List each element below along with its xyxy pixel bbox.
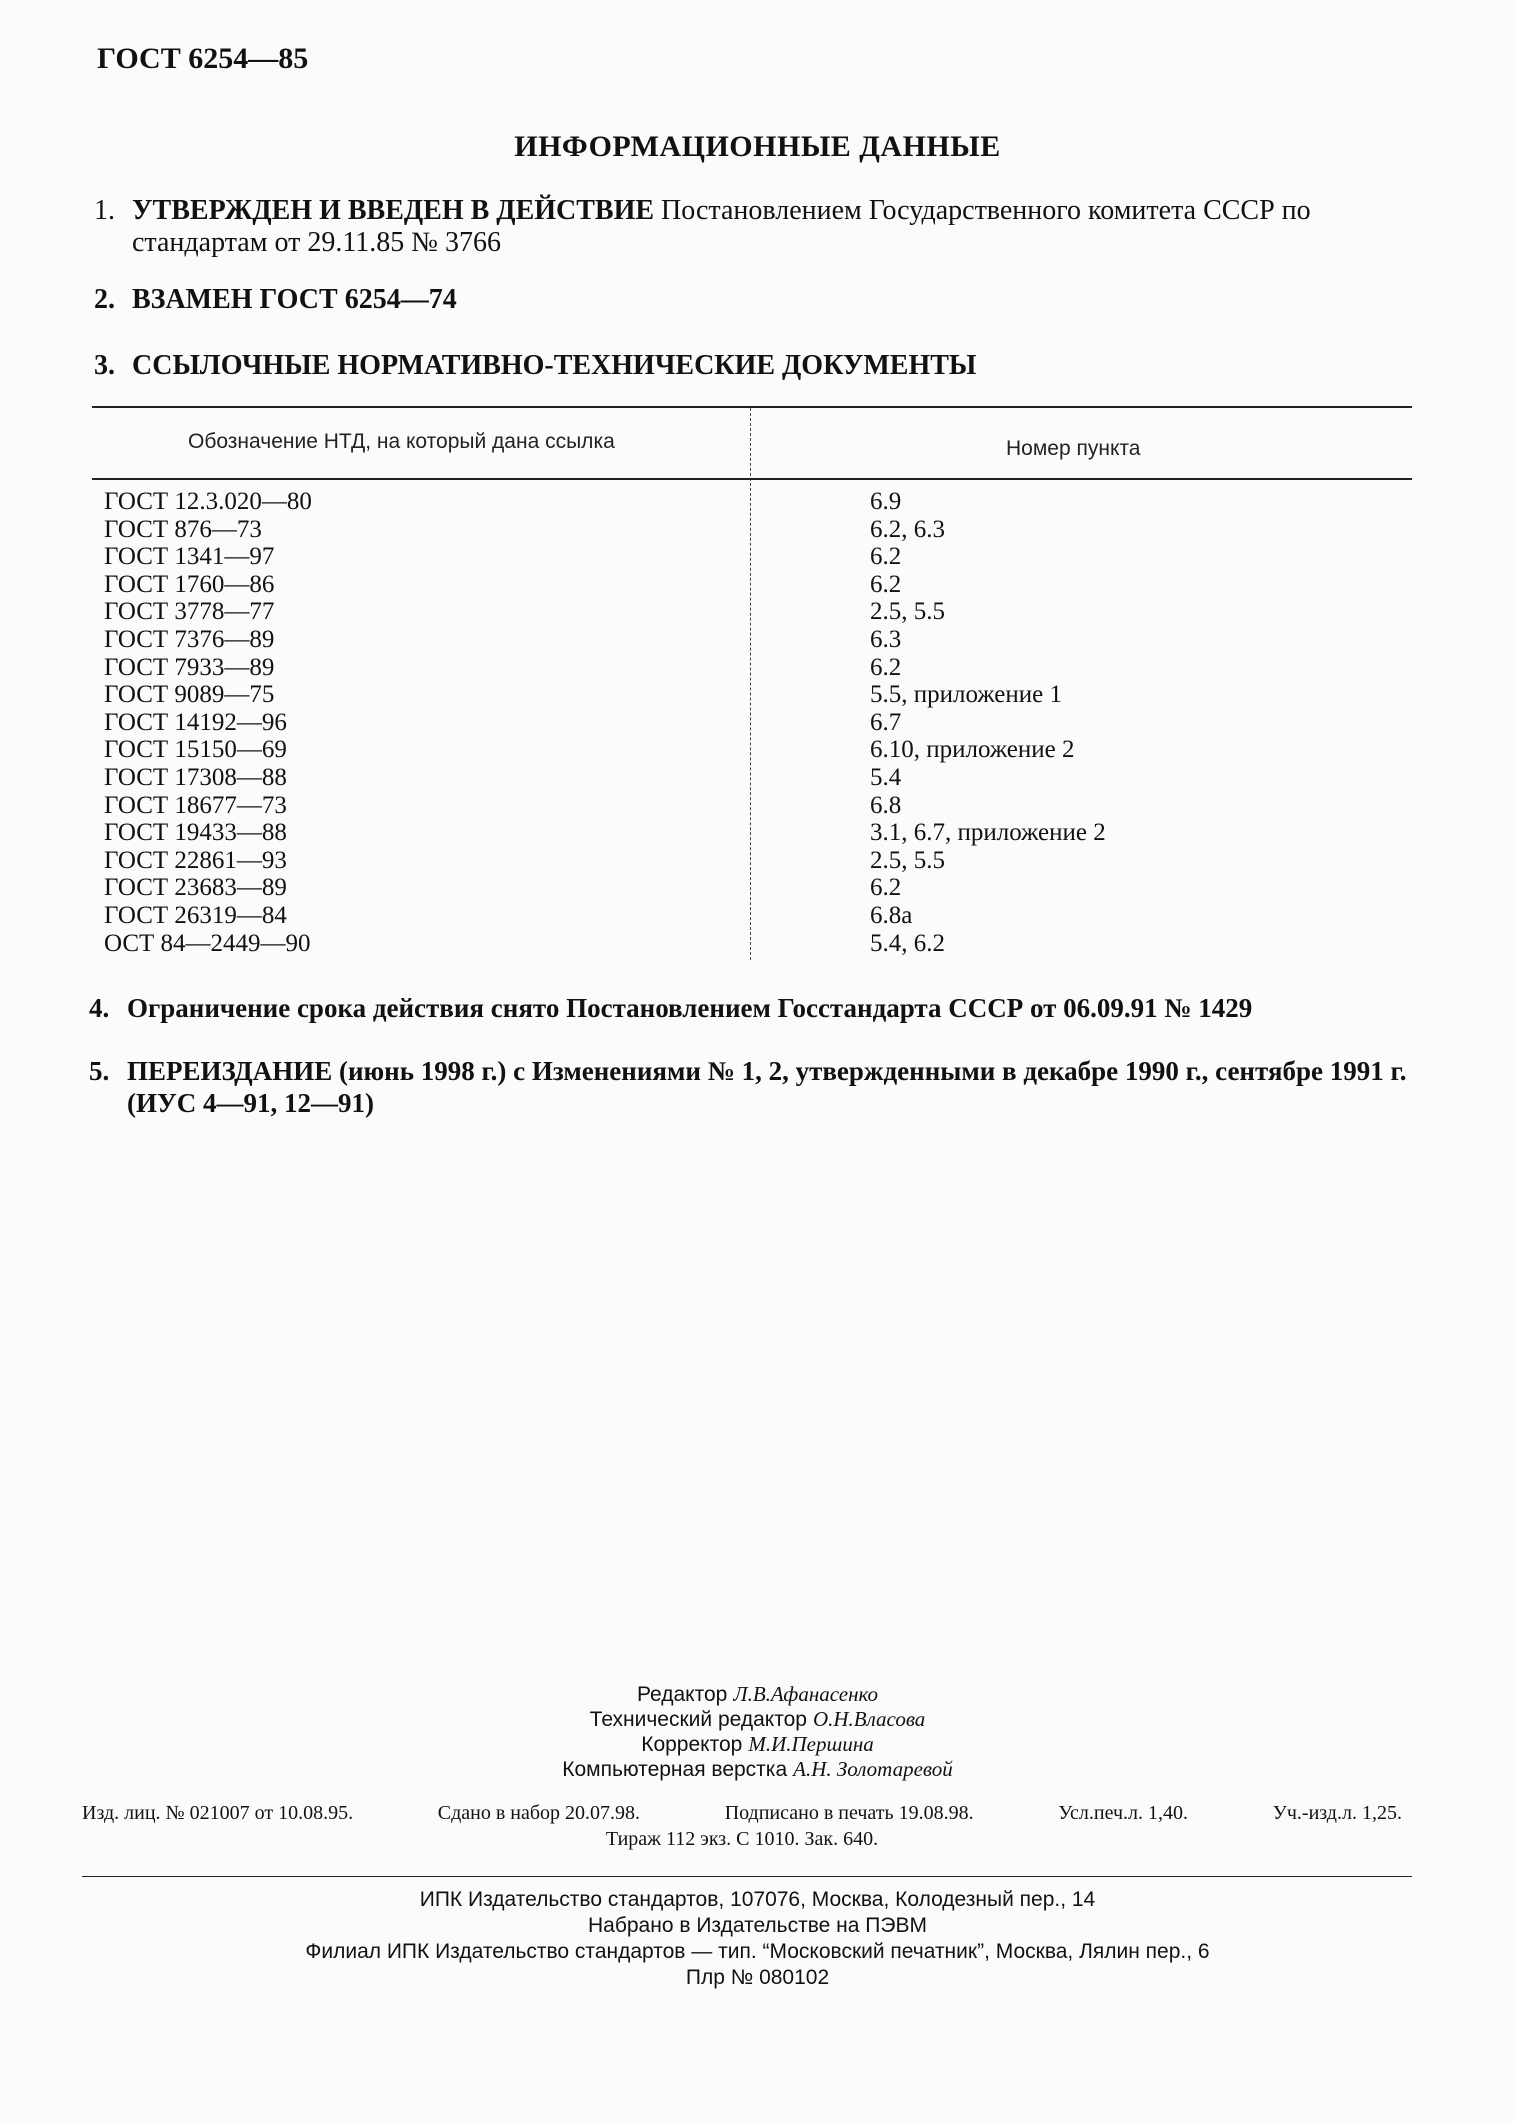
info-item-5 <box>89 1055 1419 1119</box>
table-header-clause: Номер пункта <box>1006 437 1141 460</box>
credit-role: Корректор <box>641 1733 743 1756</box>
table-cell-clause: 6.2 <box>870 874 902 902</box>
table-column-clauses <box>870 488 1106 957</box>
table-cell-clause: 5.4, 6.2 <box>870 929 945 957</box>
publisher-line: ИПК Издательство стандартов, 107076, Москва, Колодезный пер., 14 <box>419 1888 1096 1911</box>
item-number: 3. <box>94 350 115 381</box>
publisher-line: Плр № 080102 <box>685 1966 830 1989</box>
credit-name: М.И.Першина <box>748 1732 874 1756</box>
credit-proofreader <box>0 1732 1515 1757</box>
table-cell-designation: ГОСТ 876—73 <box>104 515 262 543</box>
imprint-print-sheets: Усл.печ.л. 1,40. <box>1058 1802 1189 1824</box>
table-cell-clause: 5.5, приложение 1 <box>870 681 1063 709</box>
page-title: ИНФОРМАЦИОННЫЕ ДАННЫЕ <box>514 130 1001 163</box>
table-cell-clause: 2.5, 5.5 <box>870 598 945 626</box>
credit-layout <box>0 1757 1515 1782</box>
publisher-line: Филиал ИПК Издательство стандартов — тип. “Московский печатник”, Москва, Лялин пер., 6 <box>305 1940 1210 1963</box>
credit-editor <box>0 1682 1515 1707</box>
info-item-2 <box>94 284 1414 316</box>
imprint-pub-sheets: Уч.-изд.л. 1,25. <box>1272 1802 1402 1824</box>
table-cell-designation: ГОСТ 14192—96 <box>104 708 287 736</box>
info-item-4 <box>89 992 1419 1024</box>
item-text: Постановлением Государственного комитета СССР по стандартам от 29.11.85 № 3766 <box>132 195 1311 258</box>
item-lead: УТВЕРЖДЕН И ВВЕДЕН В ДЕЙСТВИЕ <box>132 195 655 226</box>
table-cell-clause: 6.10, приложение 2 <box>870 736 1075 764</box>
table-cell-designation: ГОСТ 15150—69 <box>104 736 287 764</box>
item-lead: ССЫЛОЧНЫЕ НОРМАТИВНО-ТЕХНИЧЕСКИЕ ДОКУМЕНТЫ <box>132 350 977 381</box>
editorial-credits <box>0 1682 1515 1782</box>
info-item-3 <box>94 350 1414 382</box>
credit-name: А.Н. Золотаревой <box>793 1757 953 1781</box>
table-cell-clause: 5.4 <box>870 763 902 791</box>
table-cell-designation: ГОСТ 7376—89 <box>104 625 275 653</box>
table-cell-clause: 3.1, 6.7, приложение 2 <box>870 819 1106 847</box>
credit-role: Редактор <box>636 1683 728 1706</box>
credit-role: Технический редактор <box>589 1708 807 1731</box>
imprint-line-1 <box>82 1800 1402 1826</box>
table-cell-clause: 6.8 <box>870 791 902 819</box>
credit-role: Компьютерная верстка <box>562 1758 788 1781</box>
table-cell-designation: ГОСТ 23683—89 <box>104 874 287 902</box>
imprint-line-2: Тираж 112 экз. С 1010. Зак. 640. <box>605 1828 879 1850</box>
publisher-info <box>0 1887 1515 1991</box>
info-item-1 <box>94 195 1414 259</box>
table-cell-designation: ГОСТ 19433—88 <box>104 819 287 847</box>
item-lead: ВЗАМЕН ГОСТ 6254—74 <box>132 284 457 315</box>
table-cell-designation: ГОСТ 18677—73 <box>104 791 287 819</box>
table-cell-clause: 6.8а <box>870 901 913 929</box>
imprint <box>82 1800 1402 1852</box>
table-cell-designation: ГОСТ 17308—88 <box>104 763 287 791</box>
table-header-rule <box>92 478 1412 480</box>
table-cell-clause: 6.7 <box>870 708 902 736</box>
table-top-rule <box>92 406 1412 408</box>
table-cell-clause: 6.9 <box>870 488 902 515</box>
table-cell-clause: 6.3 <box>870 625 902 653</box>
table-cell-designation: ГОСТ 1341—97 <box>104 543 275 571</box>
imprint-signed: Подписано в печать 19.08.98. <box>724 1802 974 1824</box>
item-number: 4. <box>89 993 110 1023</box>
table-cell-designation: ГОСТ 22861—93 <box>104 846 287 874</box>
credit-tech-editor <box>0 1707 1515 1732</box>
table-cell-designation: ГОСТ 1760—86 <box>104 570 275 598</box>
table-header-designation: Обозначение НТД, на который дана ссылка <box>188 430 615 453</box>
document-header: ГОСТ 6254—85 <box>97 42 309 75</box>
imprint-license: Изд. лиц. № 021007 от 10.08.95. <box>82 1802 354 1824</box>
table-cell-clause: 2.5, 5.5 <box>870 846 945 874</box>
table-cell-designation: ГОСТ 26319—84 <box>104 901 287 929</box>
table-cell-designation: ГОСТ 3778—77 <box>104 598 275 626</box>
table-column-designations <box>104 488 312 957</box>
imprint-typeset: Сдано в набор 20.07.98. <box>437 1802 641 1824</box>
table-cell-clause: 6.2, 6.3 <box>870 515 945 543</box>
credit-name: О.Н.Власова <box>812 1707 926 1731</box>
table-column-divider <box>750 408 751 960</box>
publisher-line: Набрано в Издательстве на ПЭВМ <box>588 1914 927 1937</box>
credit-name: Л.В.Афанасенко <box>733 1682 879 1706</box>
table-cell-designation: ГОСТ 7933—89 <box>104 653 275 681</box>
table-cell-clause: 6.2 <box>870 543 902 571</box>
item-number: 1. <box>94 195 115 226</box>
table-cell-clause: 6.2 <box>870 653 902 681</box>
table-cell-designation: ОСТ 84—2449—90 <box>104 929 311 957</box>
item-number: 2. <box>94 284 115 315</box>
table-cell-designation: ГОСТ 12.3.020—80 <box>104 488 312 515</box>
item-number: 5. <box>89 1056 110 1086</box>
item-lead: ПЕРЕИЗДАНИЕ <box>127 1056 333 1086</box>
item-text: Ограничение срока действия снято Постановлением Госстандарта СССР от 06.09.91 № 1429 <box>127 993 1253 1023</box>
table-cell-designation: ГОСТ 9089—75 <box>104 681 275 709</box>
item-text: (июнь 1998 г.) с Изменениями № 1, 2, утвержденными в декабре 1990 г., сентябре 1991 г. (ИУС 4—91, 12—91) <box>127 1056 1407 1118</box>
imprint-rule <box>82 1876 1412 1877</box>
table-cell-clause: 6.2 <box>870 570 902 598</box>
